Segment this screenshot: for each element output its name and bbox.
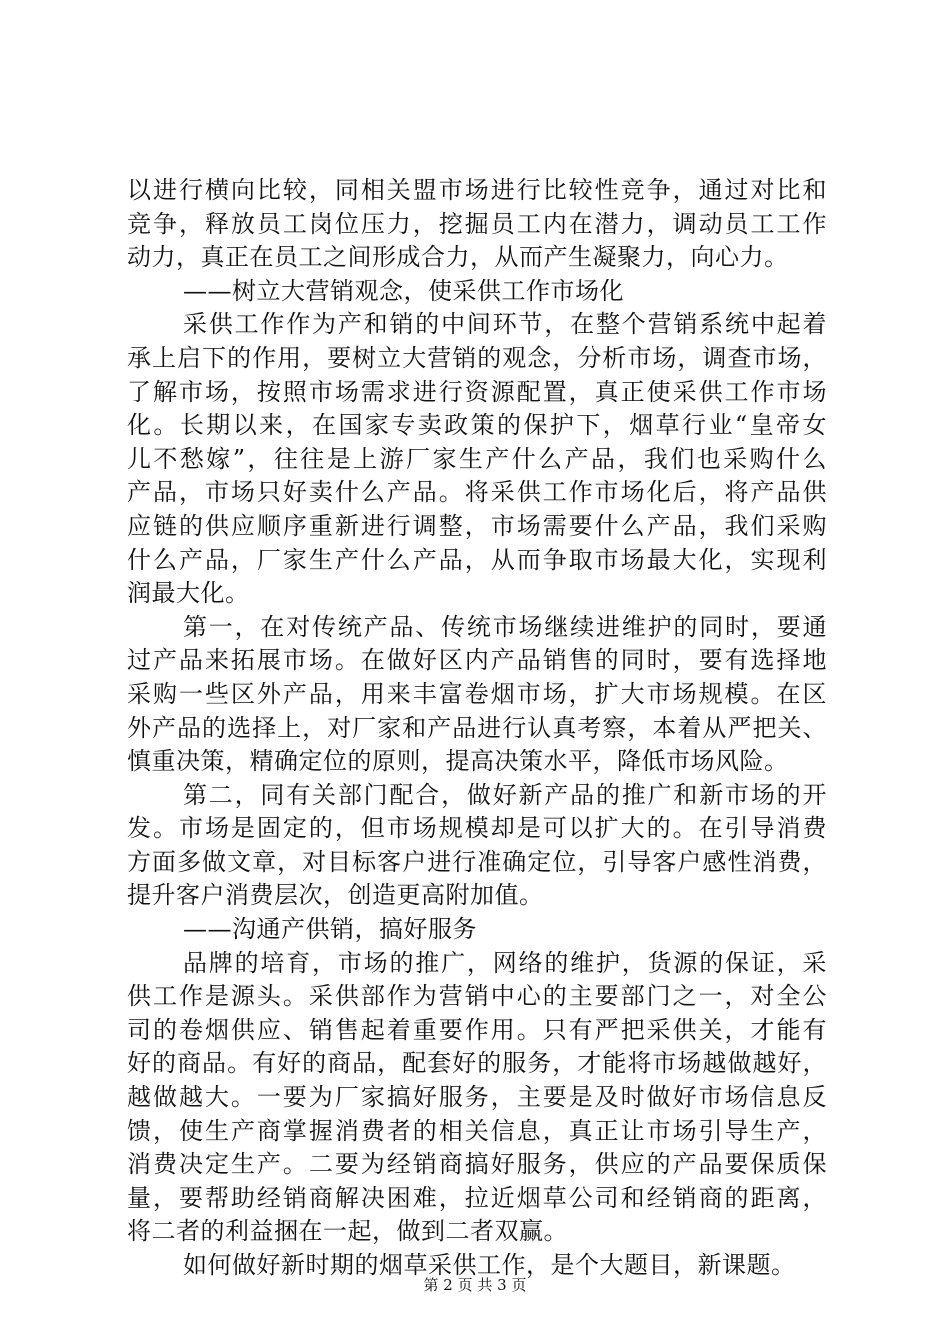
text-line: 越做越大。一要为厂家搞好服务，主要是及时做好市场信息反	[127, 1083, 827, 1112]
text-line: 量，要帮助经销商解决困难，拉近烟草公司和经销商的距离，	[127, 1183, 827, 1212]
text-line: 供工作是源头。采供部作为营销中心的主要部门之一，对全公	[127, 982, 827, 1011]
text-line: 品牌的培育，市场的推广，网络的维护，货源的保证，采	[183, 948, 827, 977]
text-line: 提升客户消费层次，创造更高附加值。	[127, 881, 544, 910]
text-line: 如何做好新时期的烟草采供工作，是个大题目，新课题。	[183, 1251, 796, 1279]
text-line: 润最大化。	[127, 579, 250, 608]
text-line: 将二者的利益捆在一起，做到二者双赢。	[127, 1217, 568, 1246]
text-line: 儿不愁嫁”，往往是上游厂家生产什么产品，我们也采购什么	[127, 444, 827, 473]
text-line: ——树立大营销观念，使采供工作市场化	[183, 276, 624, 305]
text-line: 第二，同有关部门配合，做好新产品的推广和新市场的开	[183, 780, 827, 809]
text-line: 采购一些区外产品，用来丰富卷烟市场，扩大市场规模。在区	[127, 679, 827, 708]
text-line: 好的商品。有好的商品，配套好的服务，才能将市场越做越好，	[127, 1049, 827, 1078]
text-line: 了解市场，按照市场需求进行资源配置，真正使采供工作市场	[127, 377, 827, 406]
text-line: 承上启下的作用，要树立大营销的观念，分析市场，调查市场，	[127, 343, 827, 372]
text-line: 以进行横向比较，同相关盟市场进行比较性竞争，通过对比和	[127, 176, 827, 204]
text-line: 动力，真正在员工之间形成合力，从而产生凝聚力，向心力。	[127, 243, 789, 272]
page-footer: 第 2 页 共 3 页	[423, 1276, 527, 1294]
text-line: 化。长期以来，在国家专卖政策的保护下，烟草行业“皇帝女	[127, 411, 827, 440]
text-line: 应链的供应顺序重新进行调整，市场需要什么产品，我们采购	[127, 511, 827, 540]
text-line: 外产品的选择上，对厂家和产品进行认真考察，本着从严把关、	[127, 713, 827, 742]
text-line: 什么产品，厂家生产什么产品，从而争取市场最大化，实现利	[127, 545, 827, 574]
text-line: ——沟通产供销，搞好服务	[183, 915, 477, 944]
text-line: 消费决定生产。二要为经销商搞好服务，供应的产品要保质保	[127, 1150, 827, 1179]
text-line: 采供工作作为产和销的中间环节，在整个营销系统中起着	[183, 310, 827, 339]
text-line: 过产品来拓展市场。在做好区内产品销售的同时，要有选择地	[127, 646, 827, 675]
document-body	[127, 174, 827, 1283]
text-line: 发。市场是固定的，但市场规模却是可以扩大的。在引导消费	[127, 814, 827, 843]
text-line: 馈，使生产商掌握消费者的相关信息，真正让市场引导生产，	[127, 1116, 827, 1145]
text-line: 方面多做文章，对目标客户进行准确定位，引导客户感性消费，	[127, 847, 827, 876]
text-line: 慎重决策，精确定位的原则，提高决策水平，降低市场风险。	[127, 747, 789, 776]
text-line: 司的卷烟供应、销售起着重要作用。只有严把采供关，才能有	[127, 1015, 827, 1044]
text-line: 竞争，释放员工岗位压力，挖掘员工内在潜力，调动员工工作	[127, 209, 827, 238]
text-line: 第一，在对传统产品、传统市场继续进维护的同时，要通	[183, 612, 827, 641]
text-line: 产品，市场只好卖什么产品。将采供工作市场化后，将产品供	[127, 478, 827, 507]
